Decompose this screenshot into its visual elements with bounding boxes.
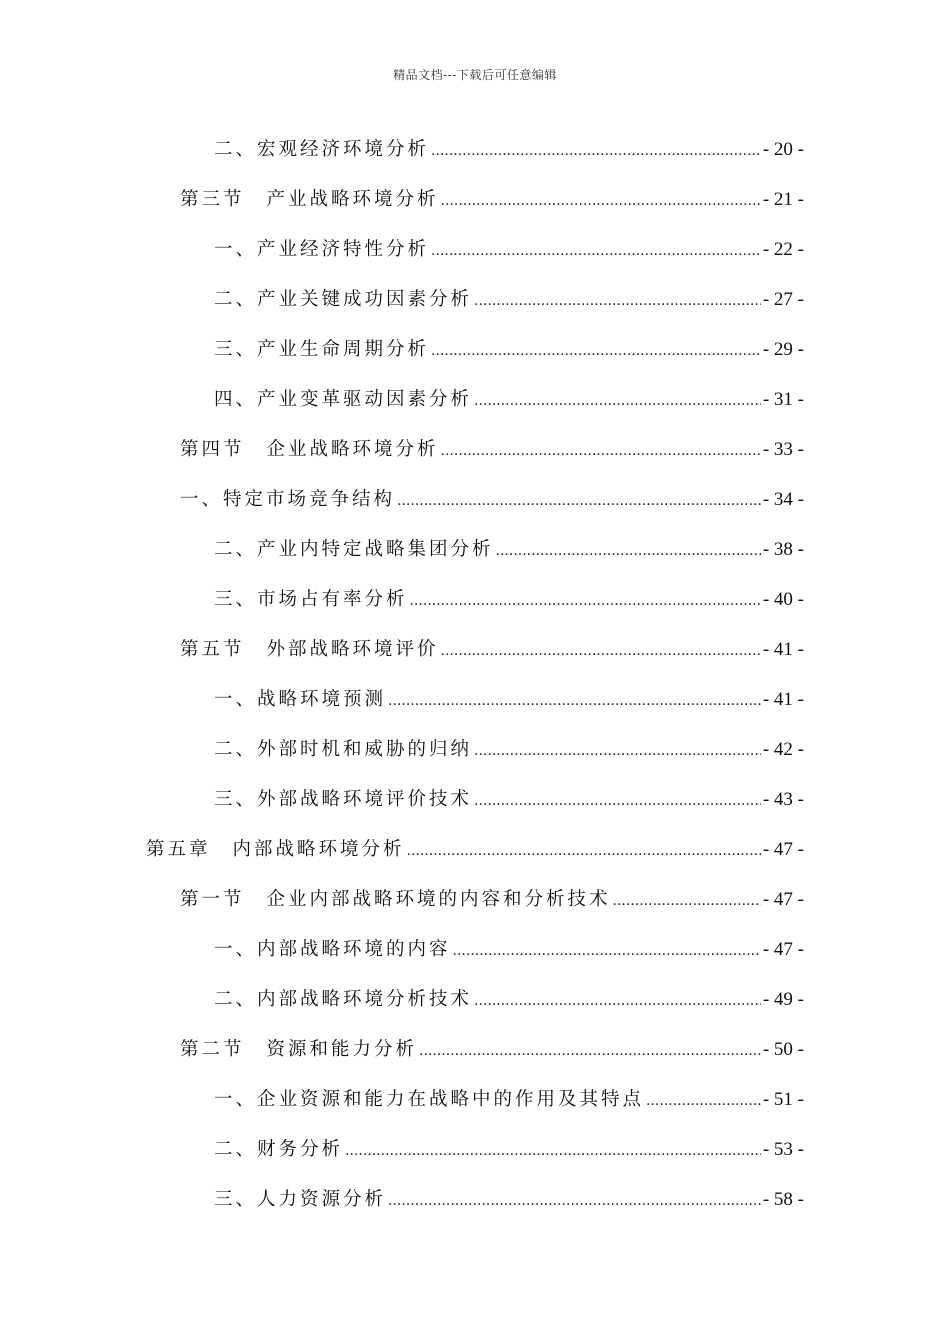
toc-leader — [419, 1031, 761, 1071]
toc-entry[interactable] — [214, 280, 804, 320]
toc-entry-title: 一、企业资源和能力在战略中的作用及其特点 — [214, 1089, 645, 1110]
toc-entry-page: - 34 - — [762, 489, 804, 510]
toc-entry[interactable] — [180, 180, 804, 220]
toc-entry-text: 外部战略环境评价 — [266, 639, 439, 660]
toc-entry[interactable] — [180, 1030, 804, 1070]
toc-entry-title: 三、外部战略环境评价技术 — [214, 789, 473, 810]
toc-leader — [474, 781, 761, 821]
toc-entry-title: 二、宏观经济环境分析 — [214, 139, 430, 160]
toc-leader — [496, 531, 761, 571]
toc-entry-title: 二、内部战略环境分析技术 — [214, 989, 473, 1010]
toc-entry[interactable] — [214, 580, 804, 620]
toc-entry-page: - 41 - — [762, 639, 804, 660]
toc-leader — [431, 131, 761, 171]
toc-entry[interactable] — [180, 430, 804, 470]
toc-leader — [388, 1181, 761, 1221]
toc-entry-text: 资源和能力分析 — [266, 1039, 418, 1060]
page-header: 精品文档---下载后可任意编辑 — [393, 68, 557, 82]
toc-leader — [388, 681, 761, 721]
toc-entry[interactable] — [180, 480, 804, 520]
toc-entry[interactable] — [214, 1180, 804, 1220]
toc-entry-title: 一、产业经济特性分析 — [214, 239, 430, 260]
toc-entry[interactable] — [214, 130, 804, 170]
toc-entry-title: 三、市场占有率分析 — [214, 589, 408, 610]
toc-entry-label: 第一节 — [180, 889, 245, 910]
toc-entry-page: - 29 - — [762, 339, 804, 360]
toc-entry-page: - 41 - — [762, 689, 804, 710]
toc-entry-title: 三、人力资源分析 — [214, 1189, 387, 1210]
toc-entry-title: 四、产业变革驱动因素分析 — [214, 389, 473, 410]
toc-leader — [410, 581, 761, 621]
toc-entry[interactable] — [180, 630, 804, 670]
toc-entry-text: 内部战略环境分析 — [232, 839, 405, 860]
toc-leader — [407, 831, 761, 871]
toc-entry-title: 二、产业关键成功因素分析 — [214, 289, 473, 310]
toc-entry-label: 第三节 — [180, 189, 245, 210]
toc-entry-page: - 58 - — [762, 1189, 804, 1210]
toc-leader — [441, 181, 761, 221]
toc-entry-title: 一、特定市场竞争结构 — [180, 489, 396, 510]
toc-entry-page: - 47 - — [762, 889, 804, 910]
toc-entry-label: 第四节 — [180, 439, 245, 460]
toc-entry-title — [180, 180, 439, 220]
toc-entry[interactable] — [214, 930, 804, 970]
toc-entry-page: - 51 - — [762, 1089, 804, 1110]
toc-leader — [441, 631, 761, 671]
toc-leader — [474, 381, 761, 421]
toc-entry[interactable] — [214, 330, 804, 370]
toc-entry-text: 企业战略环境分析 — [266, 439, 439, 460]
toc-entry-page: - 31 - — [762, 389, 804, 410]
toc-leader — [431, 231, 761, 271]
toc-entry-page: - 47 - — [762, 839, 804, 860]
toc-entry[interactable] — [146, 830, 804, 870]
toc-leader — [431, 331, 761, 371]
toc-leader — [646, 1081, 761, 1121]
toc-leader — [613, 881, 761, 921]
toc-entry-page: - 22 - — [762, 239, 804, 260]
toc-entry-label: 第二节 — [180, 1039, 245, 1060]
toc-entry[interactable] — [214, 530, 804, 570]
toc-entry[interactable] — [214, 980, 804, 1020]
toc-entry-page: - 50 - — [762, 1039, 804, 1060]
toc-entry-page: - 53 - — [762, 1139, 804, 1160]
toc-leader — [397, 481, 761, 521]
toc-entry[interactable] — [214, 1130, 804, 1170]
toc-entry-page: - 20 - — [762, 139, 804, 160]
toc-entry-title: 二、外部时机和威胁的归纳 — [214, 739, 473, 760]
toc-entry-page: - 47 - — [762, 939, 804, 960]
toc-entry-page: - 38 - — [762, 539, 804, 560]
toc-entry-title: 二、财务分析 — [214, 1139, 344, 1160]
toc-entry-title — [180, 630, 439, 670]
toc-entry[interactable] — [214, 780, 804, 820]
toc-entry-page: - 33 - — [762, 439, 804, 460]
toc-entry-title — [146, 830, 405, 870]
toc-leader — [441, 431, 761, 471]
toc-entry-title — [180, 1030, 417, 1070]
toc-entry-page: - 42 - — [762, 739, 804, 760]
toc-entry-title — [180, 880, 611, 920]
toc-entry[interactable] — [180, 880, 804, 920]
toc-entry[interactable] — [214, 230, 804, 270]
toc-entry-label: 第五章 — [146, 839, 211, 860]
toc-leader — [453, 931, 761, 971]
toc-entry-label: 第五节 — [180, 639, 245, 660]
toc-entry-page: - 27 - — [762, 289, 804, 310]
toc-entry[interactable] — [214, 730, 804, 770]
toc-leader — [345, 1131, 761, 1171]
toc-leader — [474, 731, 761, 771]
toc-entry-title: 三、产业生命周期分析 — [214, 339, 430, 360]
toc-entry-page: - 21 - — [762, 189, 804, 210]
toc-leader — [474, 981, 761, 1021]
toc-entry-title — [180, 430, 439, 470]
toc-entry[interactable] — [214, 1080, 804, 1120]
toc-entry-page: - 49 - — [762, 989, 804, 1010]
toc-entry-text: 企业内部战略环境的内容和分析技术 — [266, 889, 611, 910]
toc-entry-title: 一、内部战略环境的内容 — [214, 939, 451, 960]
toc-entry[interactable] — [214, 680, 804, 720]
toc-entry-page: - 43 - — [762, 789, 804, 810]
toc-leader — [474, 281, 761, 321]
toc-entry-title: 二、产业内特定战略集团分析 — [214, 539, 494, 560]
toc-entry-text: 产业战略环境分析 — [266, 189, 439, 210]
toc-entry-title: 一、战略环境预测 — [214, 689, 387, 710]
toc-entry[interactable] — [214, 380, 804, 420]
toc-entry-page: - 40 - — [762, 589, 804, 610]
